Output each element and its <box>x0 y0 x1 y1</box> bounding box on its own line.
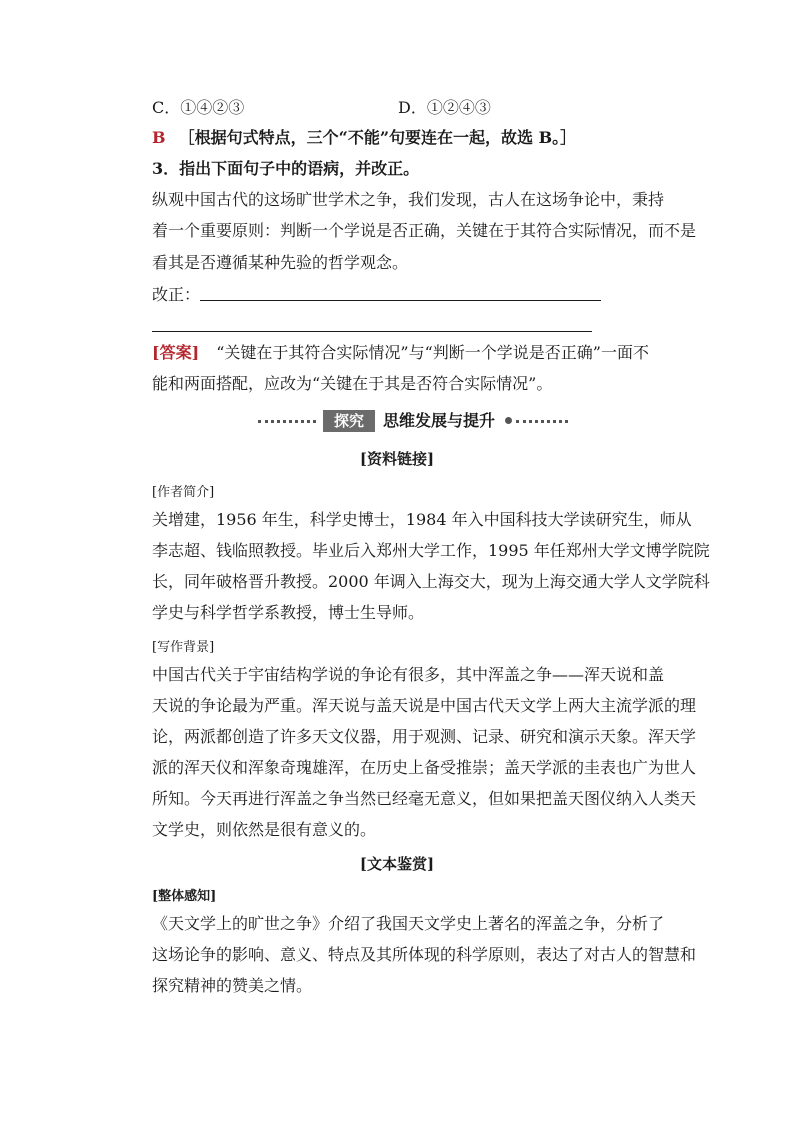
author-line-3: 长，同年破格晋升教授。2000 年调入上海交大，现为上海交通大学人文学院科 <box>152 572 710 591</box>
correction-label: 改正： <box>152 285 201 304</box>
banner-dots-right <box>516 420 568 423</box>
overall-line-2: 这场论争的影响、意义、特点及其所体现的科学原则，表达了对古人的智慧和 <box>152 945 697 964</box>
writing-background-tag: [写作背景] <box>152 640 215 655</box>
resource-link-heading: [资料链接] <box>359 450 435 468</box>
banner-title: 思维发展与提升 <box>383 411 496 430</box>
author-intro-tag: [作者简介] <box>152 485 215 500</box>
question-3-sentence-line-1: 纵观中国古代的这场旷世学术之争，我们发现，古人在这场争论中，秉持 <box>152 190 665 209</box>
background-line-5: 所知。今天再进行浑盖之争当然已经毫无意义，但如果把盖天图仪纳入人类天 <box>152 789 697 808</box>
question-3-sentence-line-3: 看其是否遵循某种先验的哲学观念。 <box>152 253 409 272</box>
author-line-1: 关增建，1956 年生，科学史博士，1984 年入中国科技大学读研究生，师从 <box>152 510 692 529</box>
background-line-4: 派的浑天仪和浑象奇瑰雄浑，在历史上备受推崇；盖天学派的圭表也广为世人 <box>152 758 697 777</box>
answer-3-line-1 <box>152 342 649 364</box>
overall-line-3: 探究精神的赞美之情。 <box>152 976 313 995</box>
author-line-2: 李志超、钱临照教授。毕业后入郑州大学工作，1995 年任郑州大学文博学院院 <box>152 541 710 560</box>
answer-3-line-2: 能和两面搭配，应改为“关键在于其是否符合实际情况”。 <box>152 374 553 393</box>
correction-blank-line-1 <box>200 300 601 301</box>
answer-b-explanation: ［根据句式特点，三个“不能”句要连在一起，故选 B。］ <box>178 128 577 147</box>
author-line-4: 学史与科学哲学系教授，博士生导师。 <box>152 603 425 622</box>
background-line-6: 文学史，则依然是很有意义的。 <box>152 820 377 839</box>
answer-b <box>152 127 576 149</box>
banner-dots-left <box>258 420 316 423</box>
section-banner <box>0 408 794 434</box>
option-c: C．①④②③ <box>152 98 245 117</box>
background-line-2: 天说的争论最为严重。浑天说与盖天说是中国古代天文学上两大主流学派的理 <box>152 696 697 715</box>
option-d: D．①②④③ <box>398 98 491 117</box>
correction-blank-line-2 <box>152 331 592 332</box>
question-3-prompt: 3．指出下面句子中的语病，并改正。 <box>152 159 420 178</box>
background-line-3: 论，两派都创造了许多天文仪器，用于观测、记录、研究和演示天象。浑天学 <box>152 727 697 746</box>
banner-dot <box>505 417 512 424</box>
answer-b-letter: B <box>152 128 166 147</box>
question-3-sentence-line-2: 着一个重要原则：判断一个学说是否正确，关键在于其符合实际情况，而不是 <box>152 221 697 240</box>
overall-perception-tag: [整体感知] <box>152 889 217 904</box>
text-appreciation-heading: [文本鉴赏] <box>359 855 435 873</box>
background-line-1: 中国古代关于宇宙结构学说的争论有很多，其中浑盖之争——浑天说和盖 <box>152 665 665 684</box>
overall-line-1: 《天文学上的旷世之争》介绍了我国天文学史上著名的浑盖之争，分析了 <box>152 914 665 933</box>
banner-label-box: 探究 <box>323 410 375 432</box>
answer-3-label: [答案] <box>152 343 200 362</box>
answer-3-text-1: “关键在于其符合实际情况”与“判断一个学说是否正确”一面不 <box>216 343 649 362</box>
